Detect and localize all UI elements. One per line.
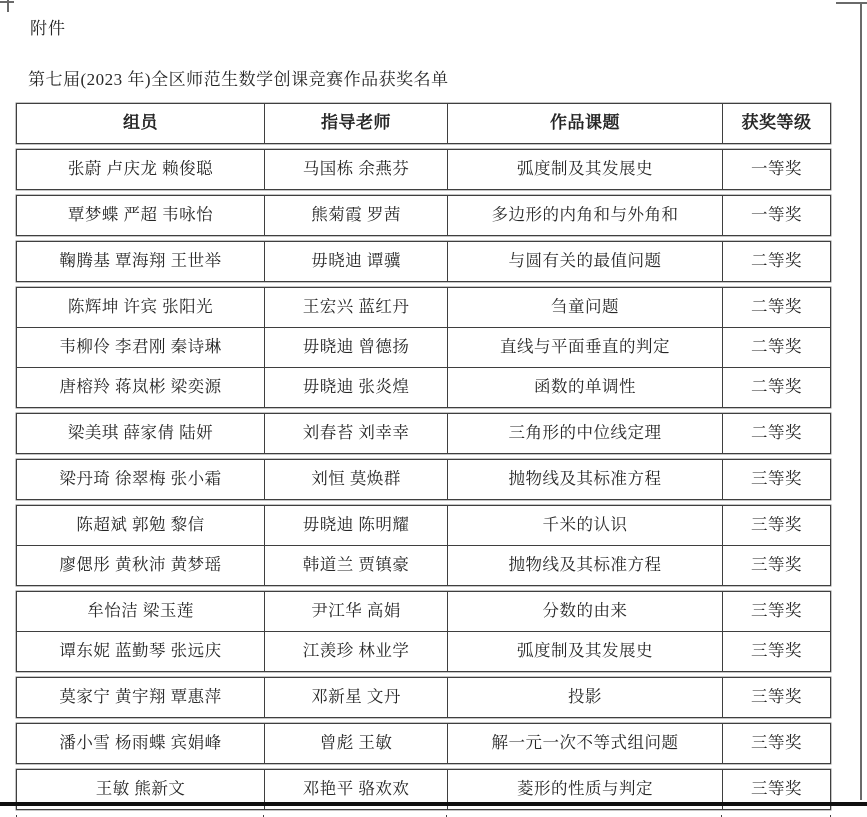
column-header-members: 组员: [123, 113, 158, 132]
award-cell: 二等奖: [722, 288, 830, 327]
topic-cell: 抛物线及其标准方程: [447, 460, 722, 499]
row-group: [16, 723, 831, 764]
award-cell: 二等奖: [722, 368, 830, 407]
table-header-row: [17, 104, 830, 143]
award-cell: 二等奖: [722, 414, 830, 453]
table-header: [16, 103, 831, 144]
topic-cell: 千米的认识: [447, 506, 722, 545]
topic-cell: 菱形的性质与判定: [447, 770, 722, 809]
column-header-advisors: 指导老师: [264, 104, 447, 143]
topic-cell: 抛物线及其标准方程: [447, 546, 722, 585]
members-cell: 鞠腾基 覃海翔 王世举: [59, 251, 222, 270]
table-row: [17, 327, 830, 367]
topic-cell: 解一元一次不等式组问题: [447, 724, 722, 763]
advisors-cell: 毋晓迪 谭骥: [264, 242, 447, 281]
members-cell: 牟怡洁 梁玉莲: [87, 601, 194, 620]
attachment-label: 附件: [30, 19, 66, 38]
award-cell: 三等奖: [722, 770, 830, 809]
row-group: [16, 591, 831, 672]
row-group: [16, 195, 831, 236]
members-cell: 谭东妮 蓝勤琴 张远庆: [59, 641, 222, 660]
award-cell: 一等奖: [722, 150, 830, 189]
award-cell: 三等奖: [722, 546, 830, 585]
row-group: [16, 677, 831, 718]
award-cell: 二等奖: [722, 242, 830, 281]
page-edge-line: [860, 3, 862, 800]
advisors-cell: 毋晓迪 陈明耀: [264, 506, 447, 545]
members-cell: 廖偲彤 黄秋沛 黄梦瑶: [59, 555, 222, 574]
table-row: [17, 288, 830, 327]
award-cell: 三等奖: [722, 592, 830, 631]
advisors-cell: 韩道兰 贾镇豪: [264, 546, 447, 585]
table-row: [17, 506, 830, 545]
advisors-cell: 毋晓迪 张炎煌: [264, 368, 447, 407]
members-cell: 覃梦蝶 严超 韦咏怡: [67, 205, 214, 224]
table-row: [17, 367, 830, 407]
advisors-cell: 邓艳平 骆欢欢: [264, 770, 447, 809]
column-header-award: 获奖等级: [722, 104, 830, 143]
table-row: [17, 242, 830, 281]
table-row: [17, 460, 830, 499]
topic-cell: 投影: [447, 678, 722, 717]
award-cell: 三等奖: [722, 632, 830, 671]
topic-cell: 分数的由来: [447, 592, 722, 631]
table-row: [17, 678, 830, 717]
table-row: [17, 592, 830, 631]
members-cell: 梁美琪 薛家倩 陆妍: [67, 423, 214, 442]
page-title: 第七届(2023 年)全区师范生数学创课竞赛作品获奖名单: [28, 70, 449, 89]
advisors-cell: 江羡珍 林业学: [264, 632, 447, 671]
advisors-cell: 刘恒 莫焕群: [264, 460, 447, 499]
members-cell: 韦柳伶 李君刚 秦诗琳: [59, 337, 222, 356]
table-row: [17, 196, 830, 235]
topic-cell: 刍童问题: [447, 288, 722, 327]
award-cell: 三等奖: [722, 506, 830, 545]
topic-cell: 三角形的中位线定理: [447, 414, 722, 453]
award-cell: 三等奖: [722, 724, 830, 763]
advisors-cell: 马国栋 余燕芬: [264, 150, 447, 189]
topic-cell: 直线与平面垂直的判定: [447, 328, 722, 367]
members-cell: 潘小雪 杨雨蝶 宾娟峰: [59, 733, 222, 752]
row-group: [16, 287, 831, 408]
advisors-cell: 尹江华 高娟: [264, 592, 447, 631]
members-cell: 张蔚 卢庆龙 赖俊聪: [67, 159, 214, 178]
row-group: [16, 505, 831, 586]
table-row: [17, 724, 830, 763]
topic-cell: 弧度制及其发展史: [447, 150, 722, 189]
award-table: [16, 103, 831, 817]
row-group: [16, 413, 831, 454]
award-cell: 二等奖: [722, 328, 830, 367]
column-header-topic: 作品课题: [447, 104, 722, 143]
members-cell: 梁丹琦 徐翠梅 张小霜: [59, 469, 222, 488]
row-group: [16, 149, 831, 190]
advisors-cell: 邓新星 文丹: [264, 678, 447, 717]
award-cell: 一等奖: [722, 196, 830, 235]
advisors-cell: 刘春苔 刘幸幸: [264, 414, 447, 453]
advisors-cell: 王宏兴 蓝红丹: [264, 288, 447, 327]
members-cell: 陈辉坤 许宾 张阳光: [67, 297, 214, 316]
page-edge-line: [836, 2, 867, 4]
page-bottom-cut-line: [0, 802, 867, 806]
topic-cell: 弧度制及其发展史: [447, 632, 722, 671]
table-row: [17, 631, 830, 671]
members-cell: 王敏 熊新文: [95, 779, 186, 798]
members-cell: 莫家宁 黄宇翔 覃惠萍: [59, 687, 222, 706]
table-row: [17, 150, 830, 189]
advisors-cell: 曾彪 王敏: [264, 724, 447, 763]
page-corner-line: [7, 0, 9, 12]
topic-cell: 函数的单调性: [447, 368, 722, 407]
advisors-cell: 熊菊霞 罗茜: [264, 196, 447, 235]
table-row: [17, 414, 830, 453]
row-group: [16, 459, 831, 500]
award-cell: 三等奖: [722, 460, 830, 499]
award-cell: 三等奖: [722, 678, 830, 717]
row-group: [16, 241, 831, 282]
table-row: [17, 545, 830, 585]
advisors-cell: 毋晓迪 曾德扬: [264, 328, 447, 367]
topic-cell: 多边形的内角和与外角和: [447, 196, 722, 235]
members-cell: 唐榕羚 蒋岚彬 梁奕源: [59, 377, 222, 396]
topic-cell: 与圆有关的最值问题: [447, 242, 722, 281]
members-cell: 陈超斌 郭勉 黎信: [76, 515, 205, 534]
